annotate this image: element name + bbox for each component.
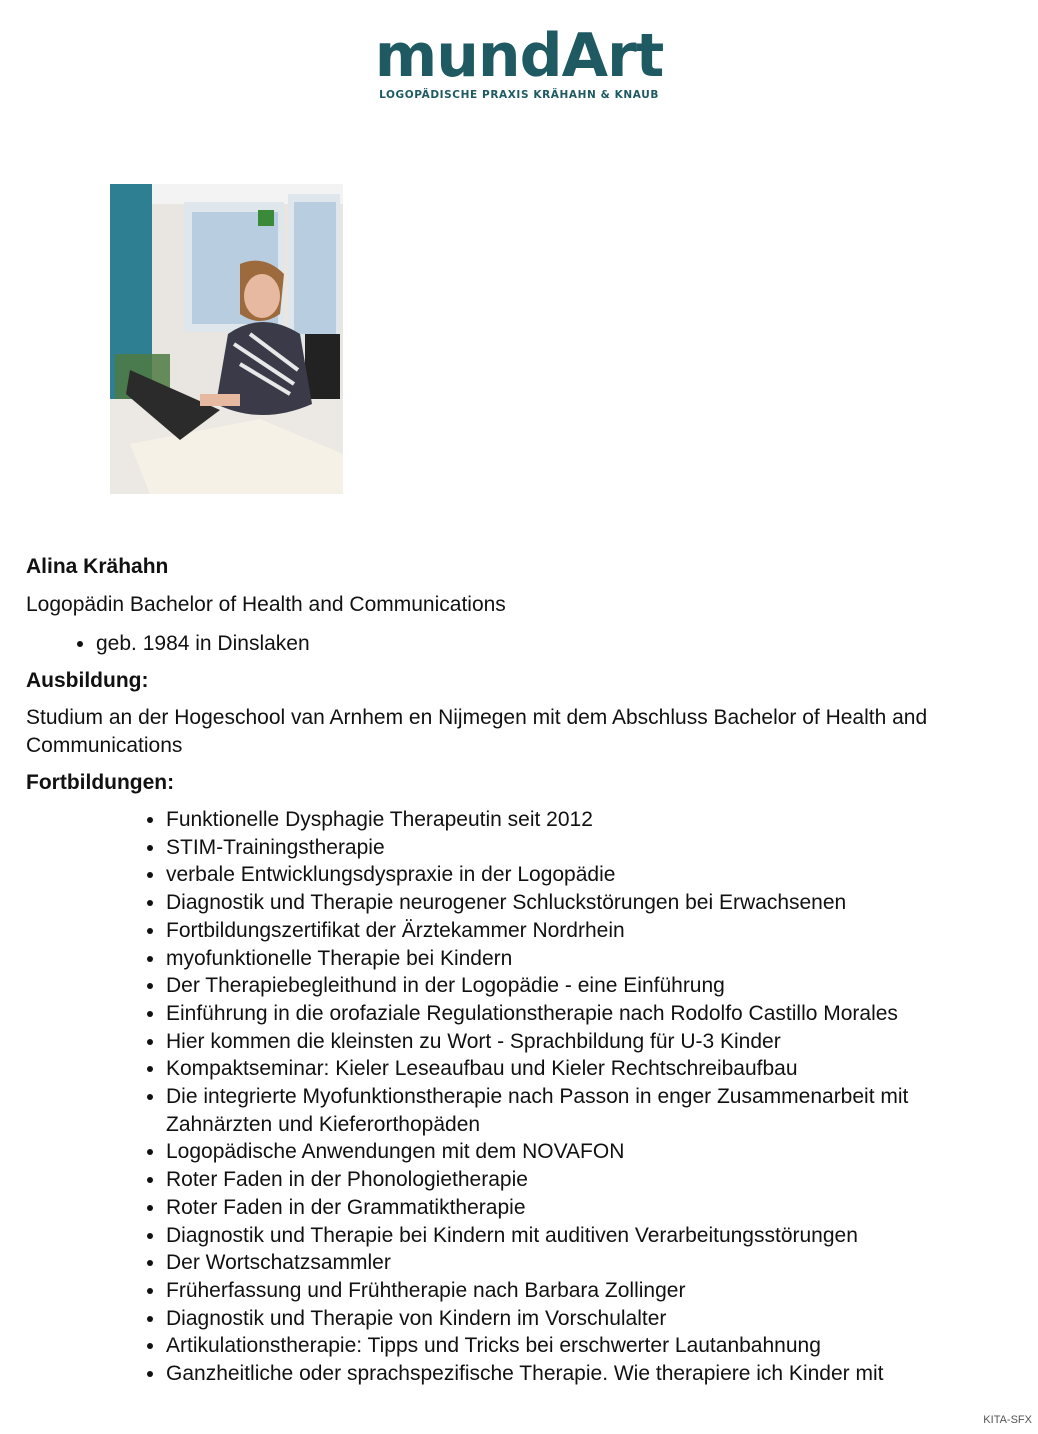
trainings-list [26, 806, 1016, 1388]
logo-wordmark: mundArt [374, 21, 664, 91]
profile-content [26, 550, 1016, 1388]
list-item: • Ganzheitliche oder sprachspezifische Therapie. Wie therapiere ich Kinder mit [166, 1360, 1016, 1388]
list-item: • verbale Entwicklungsdyspraxie in der Logopädie [166, 861, 1016, 889]
logo [0, 22, 1038, 101]
profile-photo [110, 184, 343, 494]
list-item: • Roter Faden in der Phonologietherapie [166, 1166, 1016, 1194]
list-item: • Fortbildungszertifikat der Ärztekammer Nordrhein [166, 917, 1016, 945]
list-item: • Hier kommen die kleinsten zu Wort - Sprachbildung für U-3 Kinder [166, 1028, 1016, 1056]
list-item: • Diagnostik und Therapie bei Kindern mit auditiven Verarbeitungsstörungen [166, 1222, 1016, 1250]
trainings-heading: Fortbildungen: [26, 771, 175, 794]
list-item: • STIM-Trainingstherapie [166, 834, 1016, 862]
person-title: Logopädin Bachelor of Health and Communications [26, 593, 506, 616]
education-text: Studium an der Hogeschool van Arnhem en Nijmegen mit dem Abschluss Bachelor of Health and Communications [26, 706, 928, 757]
list-item: • Die integrierte Myofunktionstherapie nach Passon in enger Zusammenarbeit mit Zahnärzten und Kieferorthopäden [166, 1083, 1016, 1138]
logo-subtitle: LOGOPÄDISCHE PRAXIS KRÄHAHN & KNAUB [379, 89, 659, 101]
education-heading: Ausbildung: [26, 669, 149, 692]
list-item: • Der Wortschatzsammler [166, 1249, 1016, 1277]
person-name: Alina Krähahn [26, 555, 169, 578]
list-item: • Kompaktseminar: Kieler Leseaufbau und Kieler Rechtschreibaufbau [166, 1055, 1016, 1083]
list-item: • myofunktionelle Therapie bei Kindern [166, 945, 1016, 973]
list-item: • Früherfassung und Frühtherapie nach Barbara Zollinger [166, 1277, 1016, 1305]
list-item: • Diagnostik und Therapie von Kindern im Vorschulalter [166, 1305, 1016, 1333]
list-item: • Diagnostik und Therapie neurogener Schluckstörungen bei Erwachsenen [166, 889, 1016, 917]
list-item: • Roter Faden in der Grammatiktherapie [166, 1194, 1016, 1222]
birth-list [26, 630, 1016, 658]
list-item: • Artikulationstherapie: Tipps und Tricks bei erschwerter Lautanbahnung [166, 1332, 1016, 1360]
list-item: • Einführung in die orofaziale Regulationstherapie nach Rodolfo Castillo Morales [166, 1000, 1016, 1028]
footer-stamp: KITA-SFX [983, 1414, 1032, 1426]
list-item: • Funktionelle Dysphagie Therapeutin seit 2012 [166, 806, 1016, 834]
birth-info: • geb. 1984 in Dinslaken [96, 630, 1016, 658]
list-item: • Logopädische Anwendungen mit dem NOVAFON [166, 1138, 1016, 1166]
list-item: • Der Therapiebegleithund in der Logopädie - eine Einführung [166, 972, 1016, 1000]
